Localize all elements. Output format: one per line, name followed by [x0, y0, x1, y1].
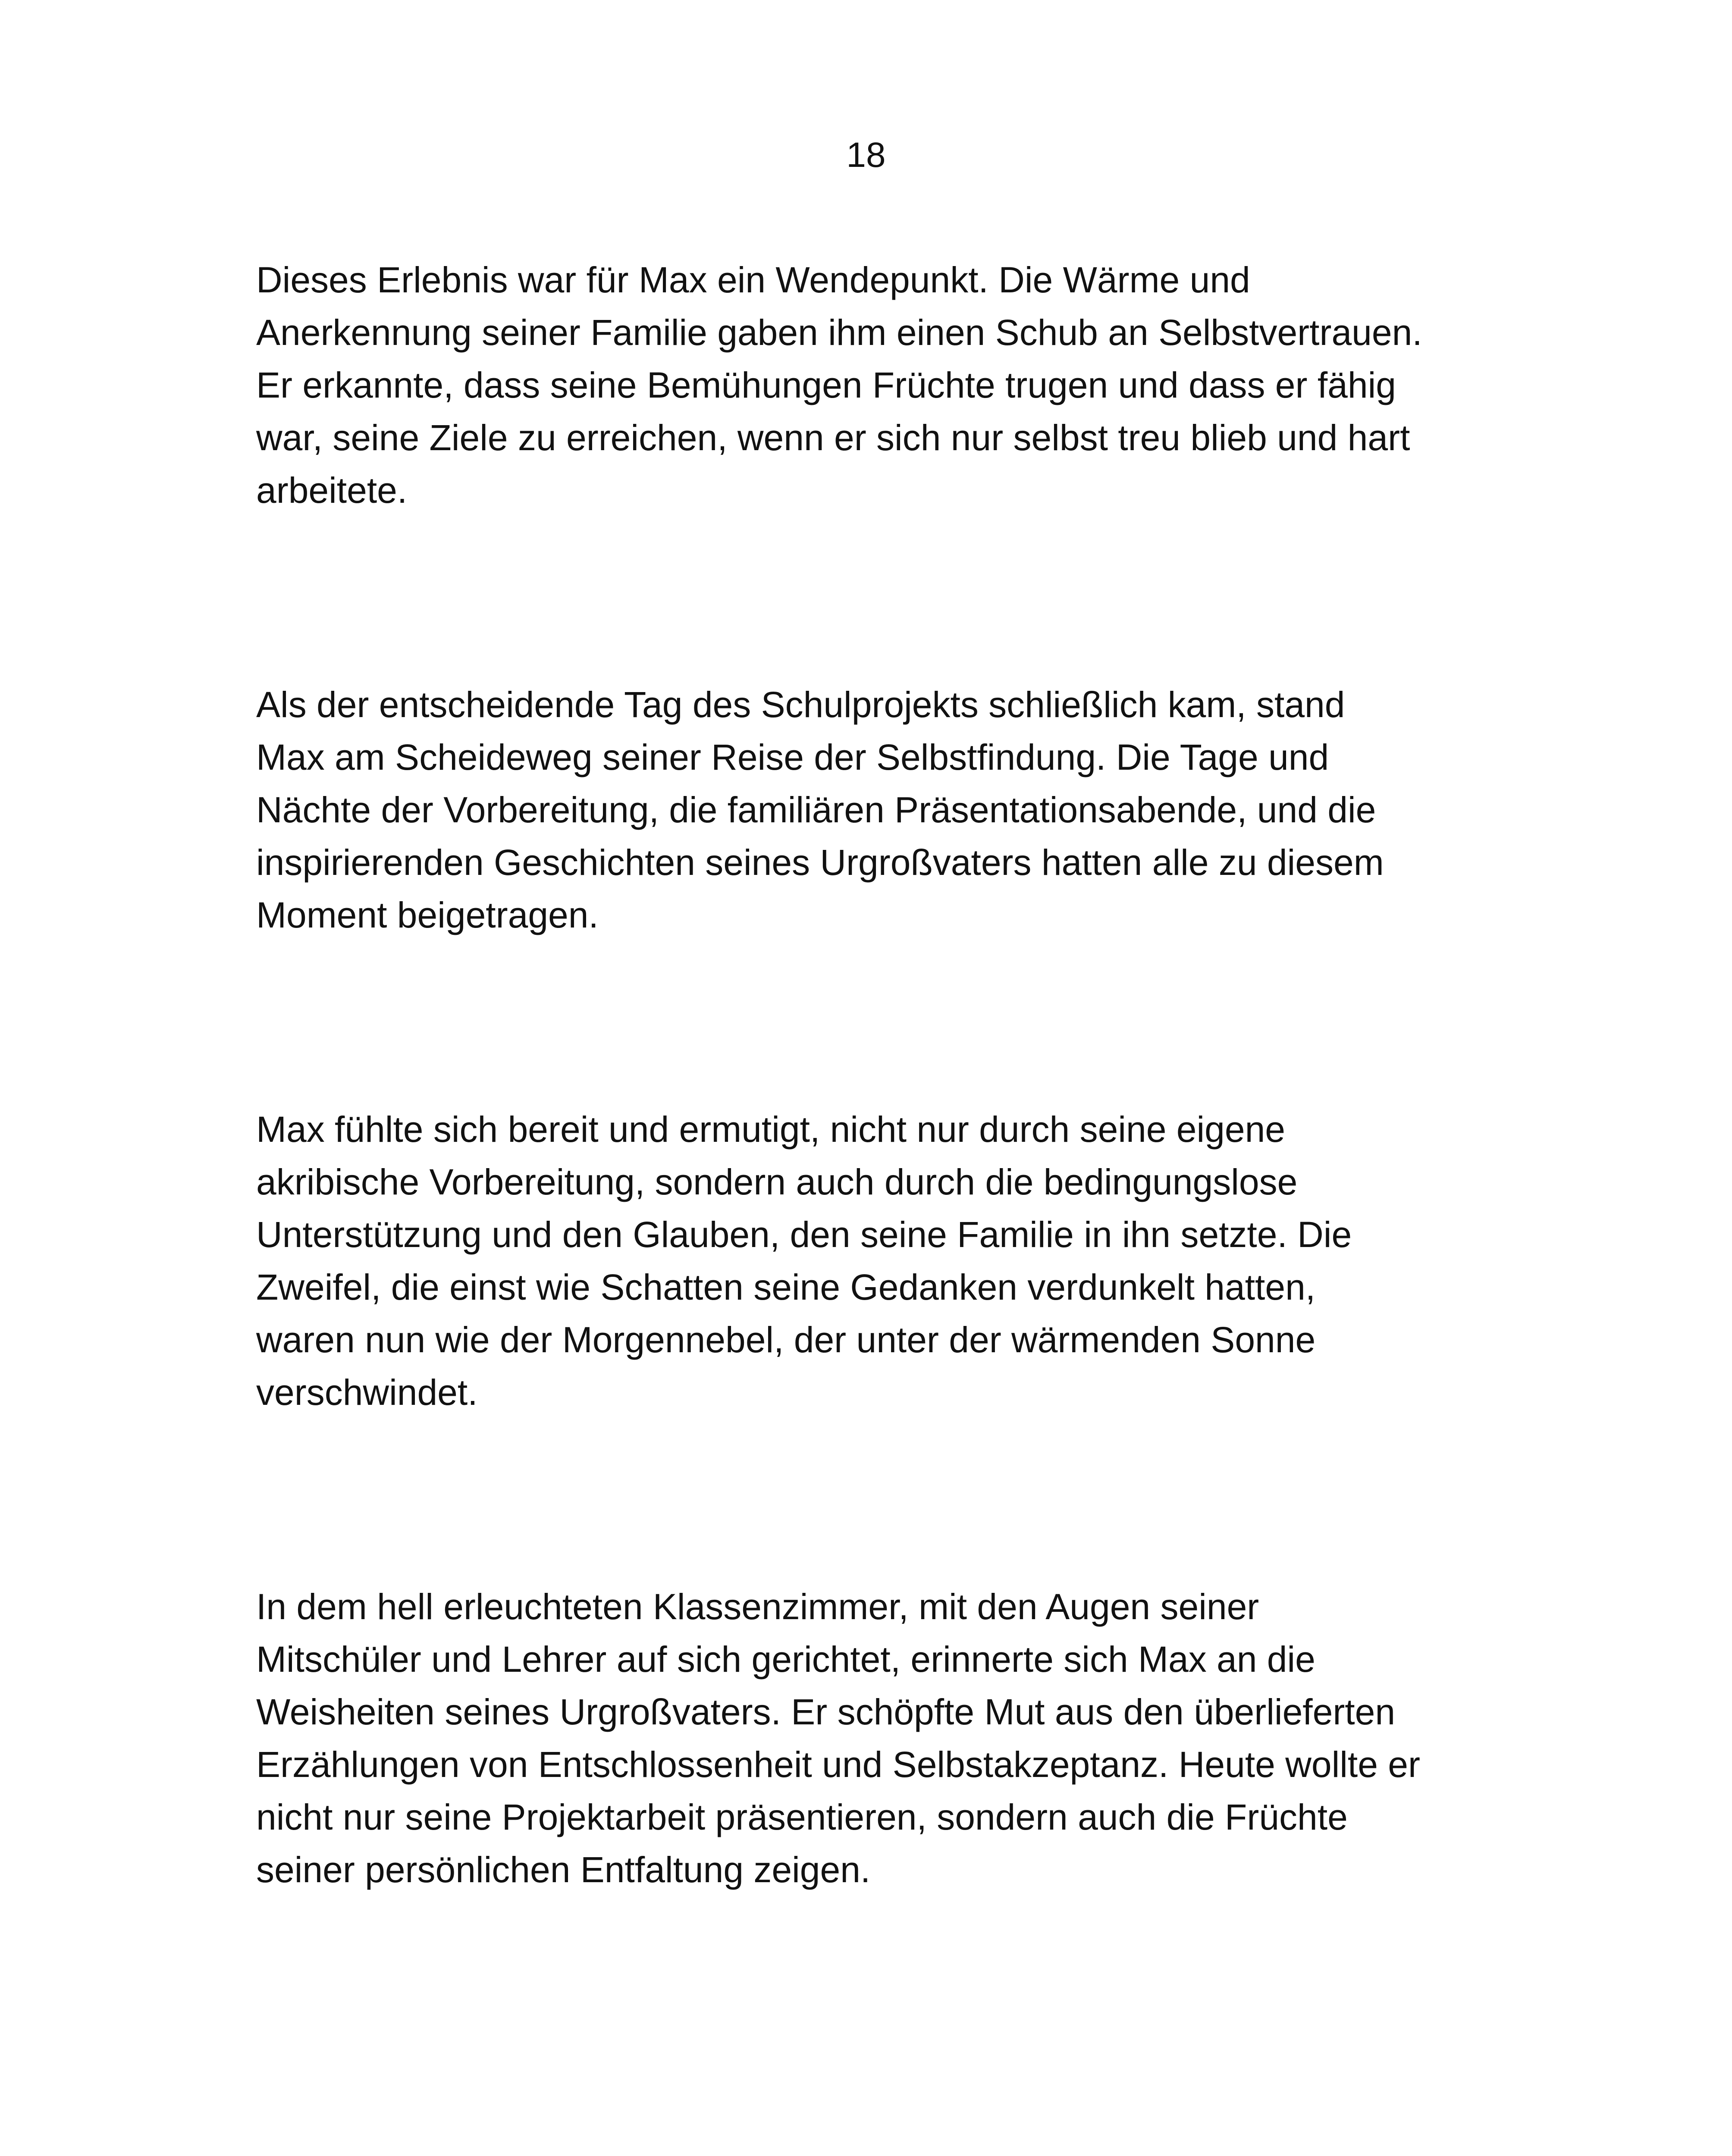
page-number: 18 [846, 135, 886, 175]
paragraph-2: Als der entscheidende Tag des Schulprojekts schließlich kam, stand Max am Scheideweg seiner Reise der Selbstfindung. Die Tage und Nächte der Vorbereitung, die familiären Präsentationsabende, und die inspirierenden Geschichten seines Urgroßvaters hatten alle zu diesem Moment beigetragen. [256, 684, 1384, 935]
body-text [256, 254, 1550, 2058]
paragraph-3: Max fühlte sich bereit und ermutigt, nicht nur durch seine eigene akribische Vorbereitung, sondern auch durch die bedingungslose Unterstützung und den Glauben, den seine Familie in ihn setzte. Die Zweifel, die einst wie Schatten seine Gedanken verdunkelt hatten, waren nun wie der Morgennebel, der unter der wärmenden Sonne verschwindet. [256, 1109, 1352, 1413]
paragraph-1: Dieses Erlebnis war für Max ein Wendepunkt. Die Wärme und Anerkennung seiner Familie gaben ihm einen Schub an Selbstvertrauen. Er erkannte, dass seine Bemühungen Früchte trugen und dass er fähig war, seine Ziele zu erreichen, wenn er sich nur selbst treu blieb und hart arbeitete. [256, 260, 1422, 511]
paragraph-4: In dem hell erleuchteten Klassenzimmer, mit den Augen seiner Mitschüler und Lehrer auf sich gerichtet, erinnerte sich Max an die Weisheiten seines Urgroßvaters. Er schöpfte Mut aus den überlieferten Erzählungen von Entschlossenheit und Selbstakzeptanz. Heute wollte er nicht nur seine Projektarbeit präsentieren, sondern auch die Früchte seiner persönlichen Entfaltung zeigen. [256, 1586, 1420, 1890]
